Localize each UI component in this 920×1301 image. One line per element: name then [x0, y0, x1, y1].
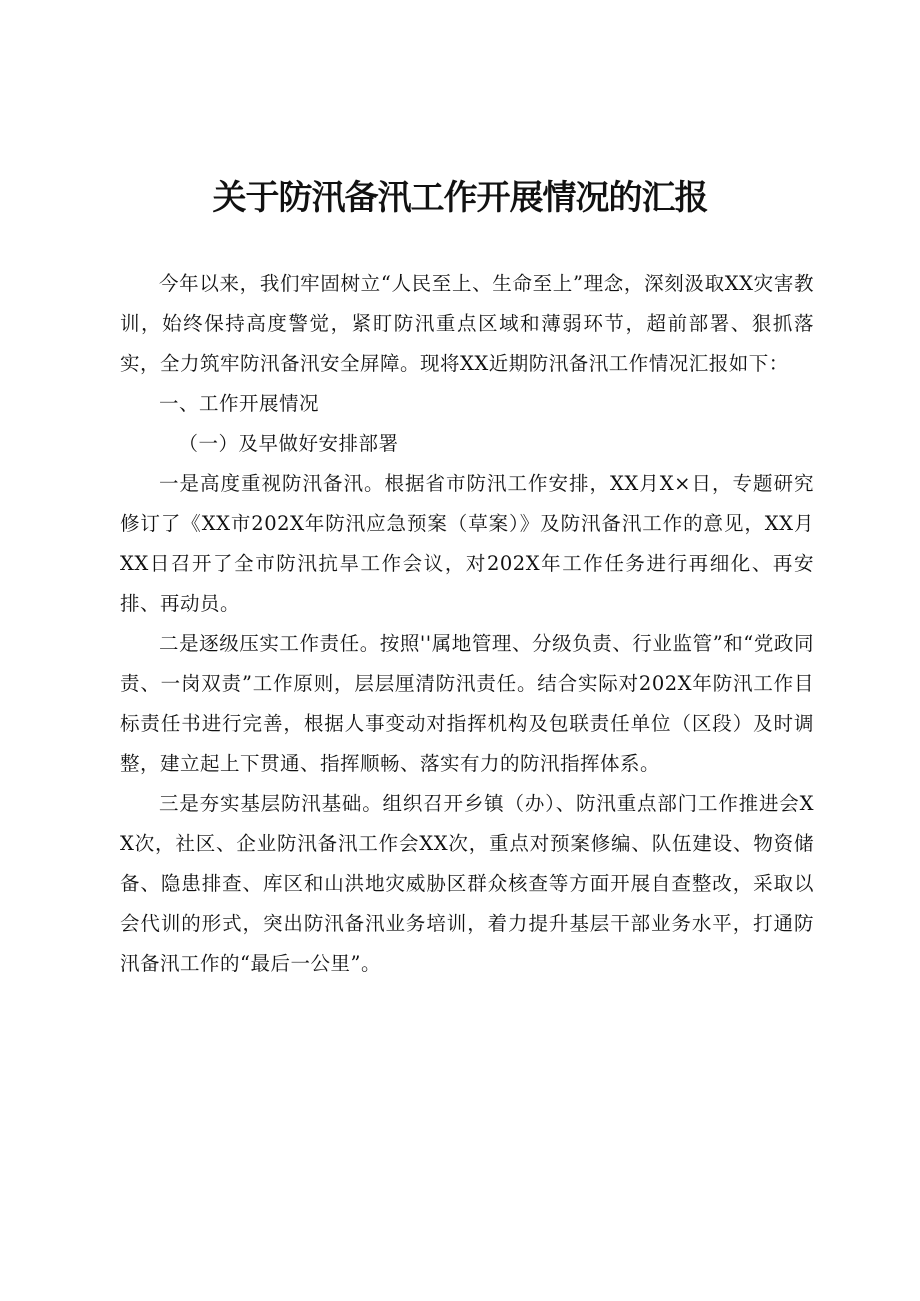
- document-title: 关于防汛备汛工作开展情况的汇报: [212, 178, 708, 218]
- section-heading-1: 一、工作开展情况: [159, 392, 320, 415]
- intro-paragraph: 今年以来，我们牢固树立“人民至上、生命至上”理念，深刻汲取XX灾害教训，始终保持高度警觉，紧盯防汛重点区域和薄弱环节，超前部署、狠抓落实，全力筑牢防汛备汛安全屏障。现将XX近期防汛备汛工作情况汇报如下：: [120, 272, 814, 375]
- document-body: [120, 264, 814, 984]
- body-paragraph-1: 一是高度重视防汛备汛。根据省市防汛工作安排，XX月X×日，专题研究修订了《XX市202X年防汛应急预案（草案）》及防汛备汛工作的意见，XX月XX日召开了全市防汛抗旱工作会议，对202X年工作任务进行再细化、再安排、再动员。: [120, 472, 814, 615]
- body-paragraph-2: 二是逐级压实工作责任。按照''属地管理、分级负责、行业监管”和“党政同责、一岗双责”工作原则，层层厘清防汛责任。结合实际对202X年防汛工作目标责任书进行完善，根据人事变动对指挥机构及包联责任单位（区段）及时调整，建立起上下贯通、指挥顺畅、落实有力的防汛指挥体系。: [120, 632, 814, 775]
- subsection-heading-1: （一）及早做好安排部署: [178, 432, 399, 455]
- body-paragraph-3: 三是夯实基层防汛基础。组织召开乡镇（办）、防汛重点部门工作推进会XX次，社区、企业防汛备汛工作会XX次，重点对预案修编、队伍建设、物资储备、隐患排查、库区和山洪地灾威胁区群众核查等方面开展自查整改，采取以会代训的形式，突出防汛备汛业务培训，着力提升基层干部业务水平，打通防汛备汛工作的“最后一公里”。: [120, 792, 814, 975]
